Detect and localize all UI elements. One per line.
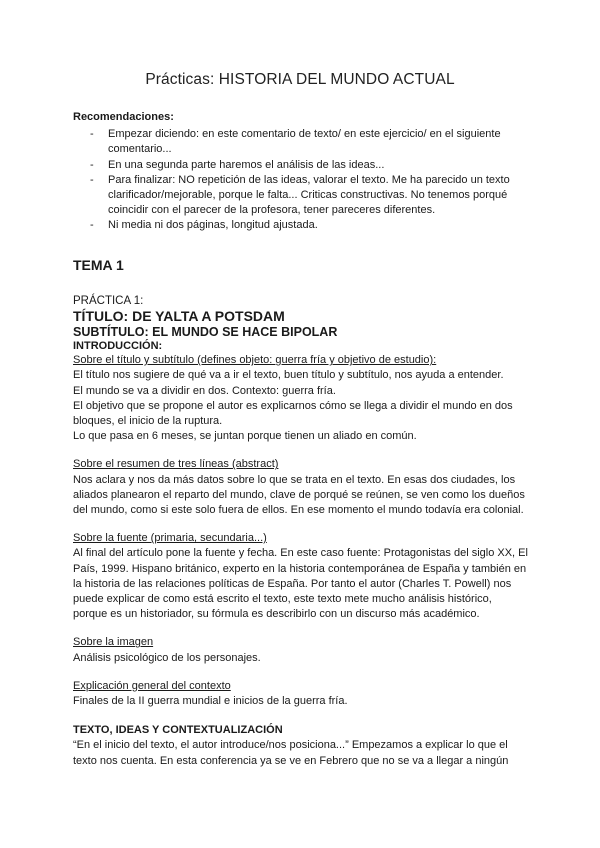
- section-paragraph: Al final del artículo pone la fuente y fecha. En este caso fuente: Protagonistas del siglo XX, El País, 1999. Hispano británico, experto en la historia contemporánea de España y también en la historia de las relaciones políticas de España. Por tanto el autor (Charles T. Powell) nos puede explicar de como está escrito el texto, este texto mete mucho análisis histórico, porque es un historiador, su fórmula es describirlo con un discurso más académico.: [73, 547, 528, 621]
- list-dash: -: [90, 173, 94, 186]
- section-paragraph: El objetivo que se propone el autor es explicarnos cómo se llega a dividir el mundo en dos bloques, el inicio de la ruptura.: [73, 399, 513, 427]
- practica-title: TÍTULO: DE YALTA A POTSDAM: [73, 307, 285, 324]
- list-item: [73, 218, 528, 233]
- section-heading-abstract: Sobre el resumen de tres líneas (abstract): [73, 458, 279, 471]
- list-item-text: Ni media ni dos páginas, longitud ajustada.: [108, 219, 318, 232]
- introduction-heading: INTRODUCCIÓN:: [73, 340, 163, 353]
- section-paragraph: El mundo se va a dividir en dos. Contexto: guerra fría.: [73, 384, 336, 397]
- section-paragraph: Lo que pasa en 6 meses, se juntan porque tienen un aliado en común.: [73, 430, 417, 443]
- practica-subtitle: SUBTÍTULO: EL MUNDO SE HACE BIPOLAR: [73, 325, 338, 340]
- list-item: [73, 158, 528, 173]
- list-dash: -: [90, 158, 94, 171]
- section-paragraph: Finales de la II guerra mundial e inicios de la guerra fría.: [73, 694, 348, 707]
- section-heading-image: Sobre la imagen: [73, 636, 154, 649]
- list-item-text: Empezar diciendo: en este comentario de texto/ en este ejercicio/ en el siguiente comentario...: [108, 128, 501, 156]
- tema-heading: TEMA 1: [73, 256, 124, 273]
- document-title: Prácticas: HISTORIA DEL MUNDO ACTUAL: [145, 71, 455, 88]
- section-paragraph: Análisis psicológico de los personajes.: [73, 651, 261, 664]
- list-dash: -: [90, 128, 94, 141]
- list-dash: -: [90, 219, 94, 232]
- list-item-text: Para finalizar: NO repetición de las ideas, valorar el texto. Me ha parecido un texto clarificador/mejorable, porque le falta... Criticas constructivas. No tenemos porqué coincidir con el parecer de la profesora, tener pareceres diferentes.: [108, 173, 510, 217]
- section-paragraph: Nos aclara y nos da más datos sobre lo que se trata en el texto. En esas dos ciudades, los aliados planearon el reparto del mundo, clave de porqué se reúnen, se ven como los dueños del mundo, como si este solo fuera de ellos. En ese momento el mundo todavía era colonial.: [73, 473, 525, 516]
- recommendations-heading: Recomendaciones:: [73, 111, 174, 123]
- document-body: [73, 110, 528, 769]
- list-item: [73, 127, 528, 157]
- texto-ideas-heading: TEXTO, IDEAS Y CONTEXTUALIZACIÓN: [73, 724, 283, 737]
- recommendations-list: [73, 127, 528, 233]
- list-item-text: En una segunda parte haremos el análisis de las ideas...: [108, 158, 385, 171]
- texto-ideas-paragraph: “En el inicio del texto, el autor introduce/nos posiciona...” Empezamos a explicar lo que el texto nos cuenta. En esta conferencia ya se ve en Febrero que no se va a llegar a ningún: [73, 739, 509, 767]
- section-heading-source: Sobre la fuente (primaria, secundaria...): [73, 532, 267, 545]
- practica-label: PRÁCTICA 1:: [73, 294, 144, 307]
- list-item: [73, 173, 528, 219]
- section-heading-context: Explicación general del contexto: [73, 679, 231, 692]
- section-heading-title: Sobre el título y subtítulo (defines objeto: guerra fría y objetivo de estudio):: [73, 354, 437, 367]
- section-paragraph: El título nos sugiere de qué va a ir el texto, buen título y subtítulo, nos ayuda a entender.: [73, 369, 504, 382]
